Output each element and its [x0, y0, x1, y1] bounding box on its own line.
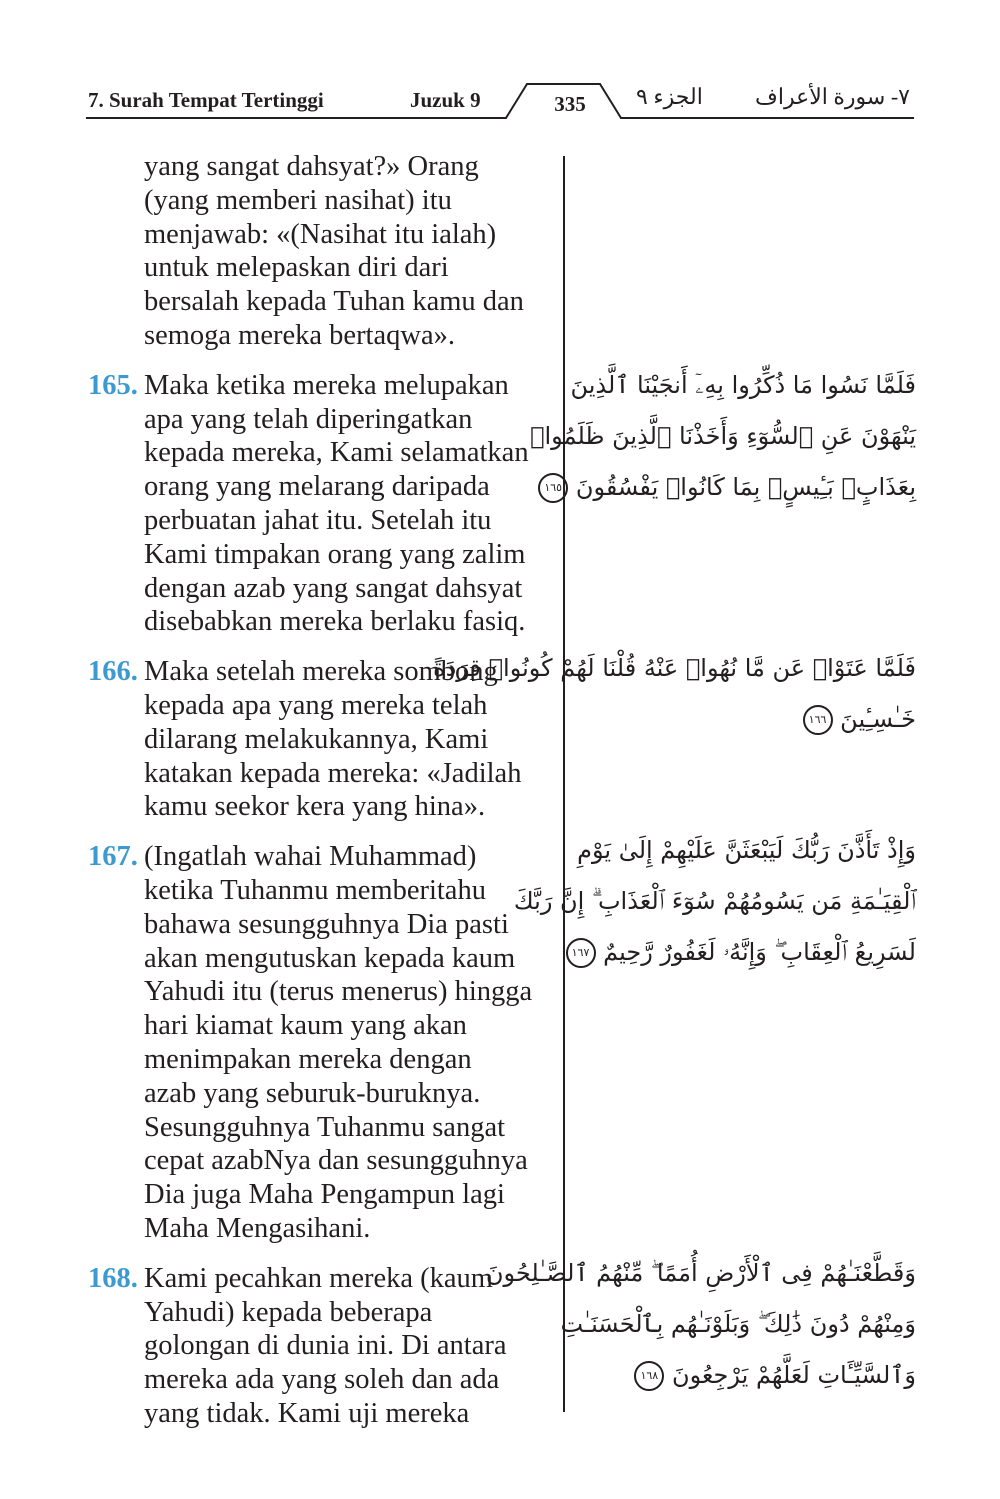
ayah-end-marker: ١٦٨ — [634, 1361, 664, 1391]
verse-165-translation — [88, 369, 558, 639]
arabic-text: وَٱلسَّيِّـَٔاتِ لَعَلَّهُمْ يَرْجِعُونَ — [671, 1361, 916, 1389]
text-line: golongan di dunia ini. Di antara — [144, 1330, 507, 1362]
text-line: perbuatan jahat itu. Setelah itu — [144, 504, 492, 536]
arabic-line: فَلَمَّا نَسُوا مَا ذُكِّرُوا بِهِۦٓ أَنجَيْنَا ٱلَّذِينَ — [570, 371, 916, 399]
page-number: 335 — [554, 92, 586, 116]
verse-text — [144, 840, 558, 1246]
text-line: Maha Mengasihani. — [144, 1212, 371, 1244]
ayah-end-marker: ١٦٧ — [566, 938, 596, 968]
column-divider — [563, 156, 565, 1412]
text-line: bersalah kepada Tuhan kamu dan — [144, 286, 524, 318]
text-line: kamu seekor kera yang hina». — [144, 791, 486, 823]
text-line: (Ingatlah wahai Muhammad) — [144, 841, 477, 873]
arabic-line — [544, 462, 916, 513]
text-line: akan mengutuskan kepada kaum — [144, 942, 516, 974]
verse-number: 165. — [88, 369, 138, 401]
text-line: hari kiamat kaum yang akan — [144, 1010, 467, 1042]
text-line: Kami timpakan orang yang zalim — [144, 538, 526, 570]
text-line: ketika Tuhanmu memberitahu — [144, 874, 486, 906]
arabic-line: فَلَمَّا عَتَوْا۟ عَن مَّا نُهُوا۟ عَنْهُ قُلْنَا لَهُمْ كُونُوا۟ قِرَدَةً — [433, 654, 916, 682]
verse-168-arabic — [485, 1248, 916, 1401]
arabic-line: وَمِنْهُمْ دُونَ ذَٰلِكَ ۖ وَبَلَوْنَـٰهُم بِٱلْحَسَنَـٰتِ — [560, 1310, 916, 1338]
text-line: semoga mereka bertaqwa». — [144, 319, 455, 351]
text-line: dengan azab yang sangat dahsyat — [144, 572, 523, 604]
verse-number: 166. — [88, 656, 138, 688]
text-line: katakan kepada mereka: «Jadilah — [144, 757, 522, 789]
text-line: kepada mereka, Kami selamatkan — [144, 437, 529, 469]
text-line: Maka setelah mereka sombong — [144, 656, 498, 688]
verse-number: 167. — [88, 841, 138, 873]
text-line: Dia juga Maha Pengampun lagi — [144, 1179, 505, 1211]
header-surah-latin: 7. Surah Tempat Tertinggi — [88, 88, 324, 112]
arabic-text: خَـٰسِـِٔينَ — [840, 705, 916, 733]
text-line: apa yang telah diperingatkan — [144, 403, 473, 435]
arabic-text: لَسَرِيعُ ٱلْعِقَابِ ۖ وَإِنَّهُۥ لَغَفُورٌ رَّحِيمٌ — [603, 938, 916, 966]
header-juzuk-arabic: الجزء ٩ — [636, 84, 703, 109]
text-line: Maka ketika mereka melupakan — [144, 369, 509, 401]
text-line: (yang memberi nasihat) itu — [144, 184, 452, 216]
verse-165-arabic — [530, 360, 916, 513]
verse-text — [144, 369, 558, 639]
header-juzuk-latin: Juzuk 9 — [410, 88, 481, 112]
arabic-line — [584, 694, 916, 745]
arabic-line — [571, 927, 916, 978]
text-line: dilarang melakukannya, Kami — [144, 723, 489, 755]
text-line: orang yang melarang daripada — [144, 471, 490, 503]
verse-number: 168. — [88, 1262, 138, 1294]
verse-166-arabic — [433, 643, 916, 745]
text-line: Yahudi) kepada beberapa — [144, 1296, 433, 1328]
continuation-text — [144, 150, 558, 353]
verse-167-arabic — [513, 825, 916, 978]
text-line: disebabkan mereka berlaku fasiq. — [144, 606, 526, 638]
arabic-line — [584, 1350, 916, 1401]
text-line: bahawa sesungguhnya Dia pasti — [144, 908, 509, 940]
text-line: Sesungguhnya Tuhanmu sangat — [144, 1111, 506, 1143]
text-line: menjawab: «(Nasihat itu ialah) — [144, 218, 497, 250]
header-surah-arabic: ٧- سورة الأعراف — [755, 84, 910, 109]
text-line: yang tidak. Kami uji mereka — [144, 1397, 470, 1429]
text-line: untuk melepaskan diri dari — [144, 252, 449, 284]
arabic-line: ٱلْقِيَـٰمَةِ مَن يَسُومُهُمْ سُوٓءَ ٱلْعَذَابِ ۗ إِنَّ رَبَّكَ — [513, 887, 916, 915]
continuation-block — [88, 150, 558, 353]
text-line: menimpakan mereka dengan — [144, 1043, 472, 1075]
ayah-end-marker: ١٦٥ — [538, 473, 568, 503]
text-line: kepada apa yang mereka telah — [144, 689, 488, 721]
arabic-line: وَإِذْ تَأَذَّنَ رَبُّكَ لَيَبْعَثَنَّ عَلَيْهِمْ إِلَىٰ يَوْمِ — [577, 836, 916, 864]
text-line: Yahudi itu (terus menerus) hingga — [144, 976, 533, 1008]
text-line: mereka ada yang soleh dan ada — [144, 1364, 500, 1396]
text-line: cepat azabNya dan sesungguhnya — [144, 1145, 528, 1177]
text-line: azab yang seburuk-buruknya. — [144, 1077, 481, 1109]
verse-167-translation — [88, 840, 558, 1246]
arabic-line: يَنْهَوْنَ عَنِ ٱلسُّوٓءِ وَأَخَذْنَا ٱلَّذِينَ ظَلَمُوا۟ — [530, 422, 916, 450]
ayah-end-marker: ١٦٦ — [803, 705, 833, 735]
text-line: yang sangat dahsyat?» Orang — [144, 151, 479, 182]
arabic-line: وَقَطَّعْنَـٰهُمْ فِى ٱلْأَرْضِ أُمَمًا ۖ مِّنْهُمُ ٱلصَّـٰلِحُونَ — [485, 1259, 916, 1287]
text-line: Kami pecahkan mereka (kaum — [144, 1262, 493, 1294]
arabic-text: بِعَذَابٍۭ بَـِٔيسٍۭ بِمَا كَانُوا۟ يَفْسُقُونَ — [575, 473, 916, 501]
